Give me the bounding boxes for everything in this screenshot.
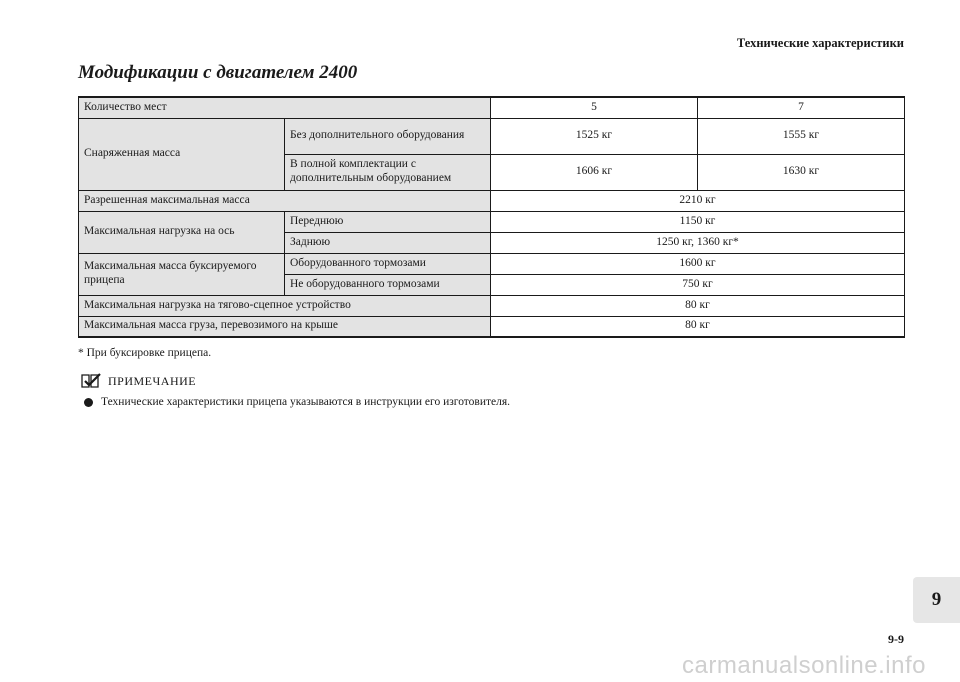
- table-row: [79, 118, 905, 154]
- table-cell: 1600 кг: [491, 253, 905, 274]
- table-cell: В полной комплектации с дополнительным оборудованием: [285, 154, 491, 190]
- table-cell: 1250 кг, 1360 кг*: [491, 232, 905, 253]
- chapter-tab: 9: [913, 577, 960, 623]
- table-cell: 1555 кг: [698, 118, 905, 154]
- note-check-icon: [80, 373, 102, 389]
- table-cell: Максимальная масса буксируемого прицепа: [79, 253, 285, 295]
- table-cell: 5: [491, 97, 698, 118]
- table-cell: Оборудованного тормозами: [285, 253, 491, 274]
- watermark: carmanualsonline.info: [682, 652, 926, 679]
- note-item: [84, 396, 510, 408]
- table-cell: Снаряженная масса: [79, 118, 285, 190]
- table-cell: 1606 кг: [491, 154, 698, 190]
- table-cell: 750 кг: [491, 274, 905, 295]
- table-row: [79, 190, 905, 211]
- table-row: [79, 211, 905, 232]
- table-cell: Максимальная нагрузка на ось: [79, 211, 285, 253]
- table-cell: Без дополнительного оборудования: [285, 118, 491, 154]
- table-cell: Переднюю: [285, 211, 491, 232]
- note-heading: [80, 373, 196, 389]
- table-row: [79, 97, 905, 118]
- table-cell: 80 кг: [491, 316, 905, 337]
- table-cell: Количество мест: [79, 97, 491, 118]
- table-cell: Заднюю: [285, 232, 491, 253]
- table-cell: 1150 кг: [491, 211, 905, 232]
- table-cell: Разрешенная максимальная масса: [79, 190, 491, 211]
- spec-table: [78, 96, 905, 338]
- header-title: Технические характеристики: [736, 36, 904, 50]
- note-heading-label: ПРИМЕЧАНИЕ: [108, 373, 197, 388]
- table-cell: Максимальная масса груза, перевозимого на крыше: [79, 316, 491, 337]
- footnote: * При буксировке прицепа.: [78, 347, 212, 359]
- table-row: [79, 253, 905, 274]
- table-cell: 2210 кг: [491, 190, 905, 211]
- page-number: 9-9: [888, 632, 904, 646]
- table-cell: 1525 кг: [491, 118, 698, 154]
- table-row: [79, 295, 905, 316]
- table-row: [79, 316, 905, 337]
- table-cell: 1630 кг: [698, 154, 905, 190]
- table-cell: Максимальная нагрузка на тягово-сцепное устройство: [79, 295, 491, 316]
- section-title: Модификации с двигателем 2400: [78, 62, 358, 83]
- table-cell: Не оборудованного тормозами: [285, 274, 491, 295]
- bullet-icon: [84, 398, 93, 407]
- table-cell: 80 кг: [491, 295, 905, 316]
- note-item-text: Технические характеристики прицепа указываются в инструкции его изготовителя.: [101, 396, 511, 408]
- table-cell: 7: [698, 97, 905, 118]
